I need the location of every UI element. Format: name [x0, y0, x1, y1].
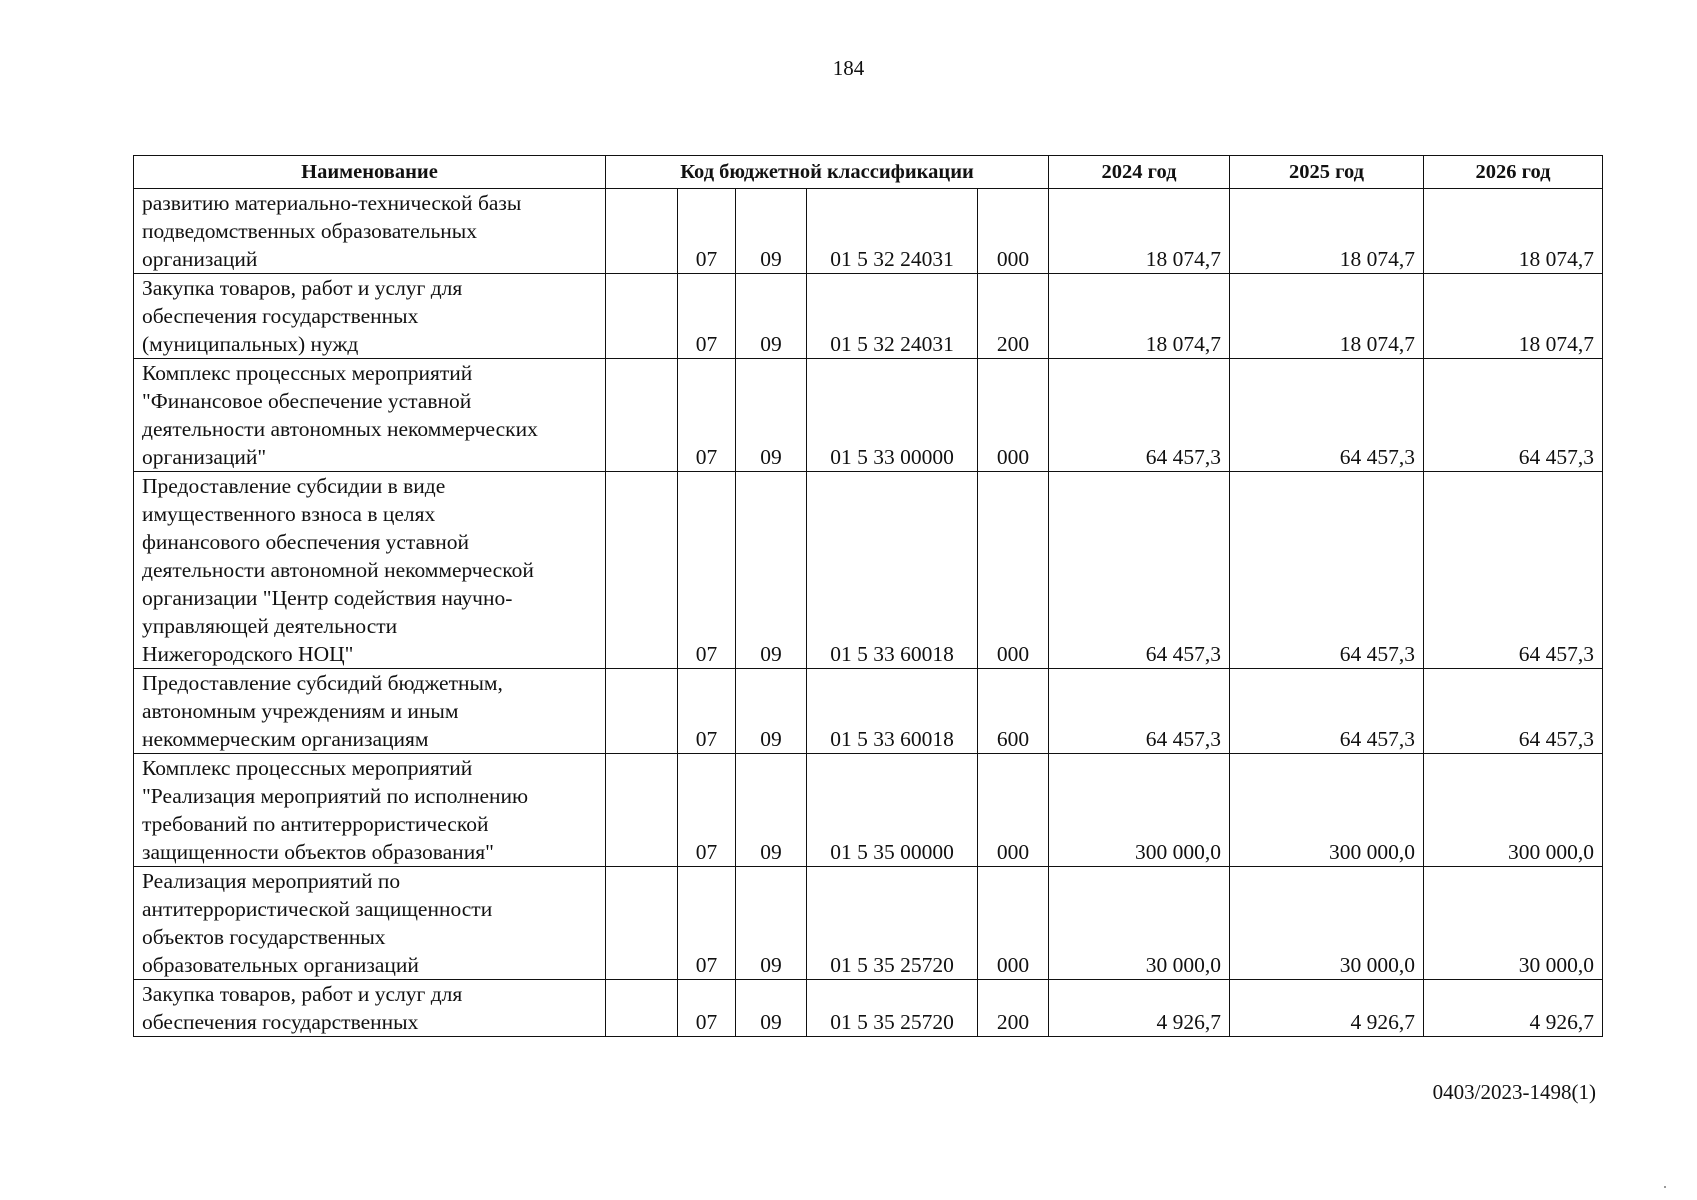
cell-empty: [606, 274, 678, 359]
table-row: [134, 189, 1603, 274]
cell-2024: 300 000,0: [1049, 754, 1230, 867]
cell-expense-type: 000: [978, 189, 1049, 274]
cell-2025: 64 457,3: [1230, 472, 1424, 669]
cell-name: Закупка товаров, работ и услуг для обеспечения государственных: [134, 980, 606, 1037]
table-row: [134, 867, 1603, 980]
document-code: 0403/2023-1498(1): [1432, 1080, 1596, 1104]
cell-section: 07: [678, 754, 736, 867]
table-row: [134, 274, 1603, 359]
table-row: [134, 980, 1603, 1037]
cell-section: 07: [678, 669, 736, 754]
cell-2024: 4 926,7: [1049, 980, 1230, 1037]
cell-name: Комплекс процессных мероприятий "Финансовое обеспечение уставной деятельности автономных некоммерческих организаций": [134, 359, 606, 472]
header-2024: 2024 год: [1049, 156, 1230, 189]
cell-subsection: 09: [736, 472, 807, 669]
cell-2026: 64 457,3: [1424, 472, 1603, 669]
cell-2025: 30 000,0: [1230, 867, 1424, 980]
cell-target-code: 01 5 32 24031: [807, 189, 978, 274]
cell-2026: 64 457,3: [1424, 669, 1603, 754]
cell-2025: 18 074,7: [1230, 189, 1424, 274]
cell-expense-type: 000: [978, 359, 1049, 472]
cell-2024: 30 000,0: [1049, 867, 1230, 980]
cell-2025: 300 000,0: [1230, 754, 1424, 867]
scan-speck: [1664, 1186, 1666, 1188]
cell-target-code: 01 5 35 00000: [807, 754, 978, 867]
cell-2026: 18 074,7: [1424, 189, 1603, 274]
cell-target-code: 01 5 33 60018: [807, 669, 978, 754]
cell-subsection: 09: [736, 359, 807, 472]
cell-empty: [606, 189, 678, 274]
table-body: [134, 189, 1603, 1037]
cell-section: 07: [678, 189, 736, 274]
header-name: Наименование: [134, 156, 606, 189]
cell-expense-type: 600: [978, 669, 1049, 754]
cell-empty: [606, 669, 678, 754]
cell-target-code: 01 5 32 24031: [807, 274, 978, 359]
cell-expense-type: 200: [978, 274, 1049, 359]
cell-subsection: 09: [736, 669, 807, 754]
cell-subsection: 09: [736, 754, 807, 867]
cell-empty: [606, 754, 678, 867]
cell-name: Реализация мероприятий по антитеррористической защищенности объектов государственных образовательных организаций: [134, 867, 606, 980]
cell-subsection: 09: [736, 274, 807, 359]
cell-empty: [606, 472, 678, 669]
header-2025: 2025 год: [1230, 156, 1424, 189]
cell-2025: 64 457,3: [1230, 359, 1424, 472]
cell-section: 07: [678, 867, 736, 980]
table-row: [134, 359, 1603, 472]
cell-expense-type: 200: [978, 980, 1049, 1037]
cell-expense-type: 000: [978, 472, 1049, 669]
cell-target-code: 01 5 33 00000: [807, 359, 978, 472]
cell-2024: 18 074,7: [1049, 189, 1230, 274]
header-row: [134, 156, 1603, 189]
cell-2026: 4 926,7: [1424, 980, 1603, 1037]
cell-empty: [606, 980, 678, 1037]
cell-2026: 64 457,3: [1424, 359, 1603, 472]
cell-name: Предоставление субсидии в виде имущественного взноса в целях финансового обеспечения уставной деятельности автономной некоммерческой организации "Центр содействия научно- управляющей деятельности Нижегородского НОЦ": [134, 472, 606, 669]
budget-table: [133, 155, 1603, 1037]
cell-target-code: 01 5 35 25720: [807, 980, 978, 1037]
page-number: 184: [832, 56, 865, 80]
header-2026: 2026 год: [1424, 156, 1603, 189]
cell-name: развитию материально-технической базы подведомственных образовательных организаций: [134, 189, 606, 274]
cell-section: 07: [678, 472, 736, 669]
table-row: [134, 472, 1603, 669]
cell-2026: 300 000,0: [1424, 754, 1603, 867]
cell-2024: 64 457,3: [1049, 472, 1230, 669]
cell-expense-type: 000: [978, 754, 1049, 867]
table-row: [134, 754, 1603, 867]
cell-name: Закупка товаров, работ и услуг для обеспечения государственных (муниципальных) нужд: [134, 274, 606, 359]
cell-2026: 18 074,7: [1424, 274, 1603, 359]
cell-target-code: 01 5 35 25720: [807, 867, 978, 980]
cell-2024: 18 074,7: [1049, 274, 1230, 359]
cell-section: 07: [678, 359, 736, 472]
cell-2024: 64 457,3: [1049, 669, 1230, 754]
cell-subsection: 09: [736, 980, 807, 1037]
cell-empty: [606, 359, 678, 472]
cell-name: Предоставление субсидий бюджетным, автономным учреждениям и иным некоммерческим организациям: [134, 669, 606, 754]
cell-2026: 30 000,0: [1424, 867, 1603, 980]
cell-name: Комплекс процессных мероприятий "Реализация мероприятий по исполнению требований по антитеррористической защищенности объектов образования": [134, 754, 606, 867]
cell-empty: [606, 867, 678, 980]
cell-expense-type: 000: [978, 867, 1049, 980]
cell-section: 07: [678, 274, 736, 359]
table-row: [134, 669, 1603, 754]
cell-2025: 18 074,7: [1230, 274, 1424, 359]
cell-2025: 4 926,7: [1230, 980, 1424, 1037]
cell-2025: 64 457,3: [1230, 669, 1424, 754]
cell-subsection: 09: [736, 867, 807, 980]
cell-target-code: 01 5 33 60018: [807, 472, 978, 669]
header-budget-code: Код бюджетной классификации: [606, 156, 1049, 189]
cell-2024: 64 457,3: [1049, 359, 1230, 472]
cell-subsection: 09: [736, 189, 807, 274]
cell-section: 07: [678, 980, 736, 1037]
